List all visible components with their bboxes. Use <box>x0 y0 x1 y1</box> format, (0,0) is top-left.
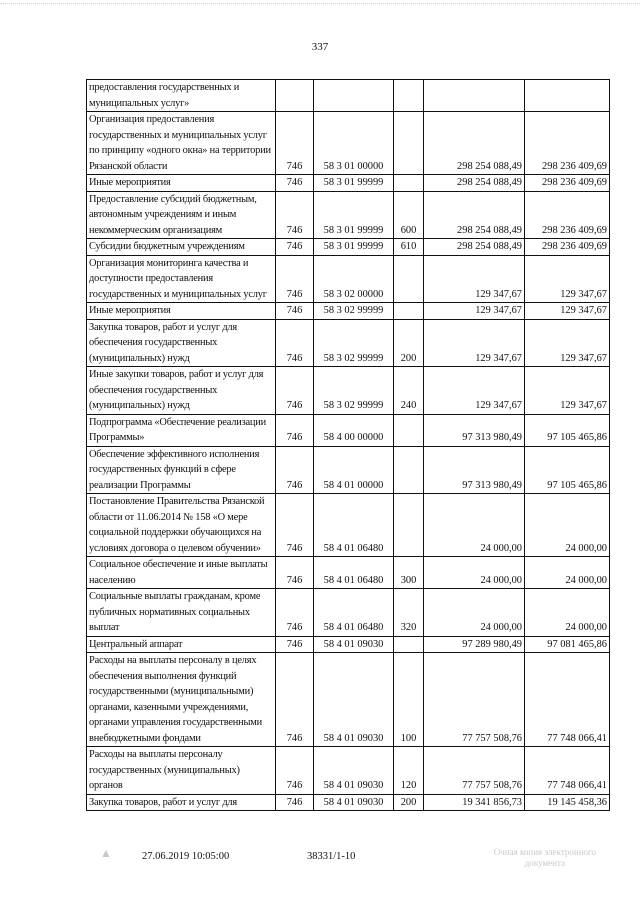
row-target-article: 58 4 01 00000 <box>314 446 394 494</box>
row-amount-second: 129 347,67 <box>525 319 610 367</box>
table-row <box>87 255 610 303</box>
row-code: 746 <box>276 414 314 446</box>
row-code: 746 <box>276 494 314 557</box>
row-target-article: 58 3 01 00000 <box>314 112 394 175</box>
row-amount-first: 298 254 088,49 <box>424 191 525 239</box>
row-code: 746 <box>276 303 314 320</box>
table-row <box>87 446 610 494</box>
row-target-article: 58 4 01 09030 <box>314 794 394 811</box>
page-number: 337 <box>311 41 329 53</box>
row-amount-first: 129 347,67 <box>424 367 525 415</box>
row-expense-type <box>394 303 424 320</box>
table-row <box>87 653 610 747</box>
budget-table-body <box>87 80 610 811</box>
row-name: Закупка товаров, работ и услуг для обеспечения государственных (муниципальных) нужд <box>87 319 276 367</box>
row-amount-first: 19 341 856,73 <box>424 794 525 811</box>
watermark <box>494 847 596 869</box>
row-name: Обеспечение эффективного исполнения государственных функций в сфере реализации Программы <box>87 446 276 494</box>
row-name: Подпрограмма «Обеспечение реализации Программы» <box>87 414 276 446</box>
row-expense-type <box>394 255 424 303</box>
row-expense-type: 610 <box>394 239 424 256</box>
table-row <box>87 367 610 415</box>
row-amount-first: 24 000,00 <box>424 557 525 589</box>
table-row <box>87 112 610 175</box>
row-amount-first: 97 313 980,49 <box>424 446 525 494</box>
row-target-article: 58 4 01 09030 <box>314 653 394 747</box>
table-row <box>87 636 610 653</box>
row-amount-first: 129 347,67 <box>424 319 525 367</box>
footer-doc-number: 38331/1-10 <box>307 851 356 862</box>
row-target-article: 58 3 02 99999 <box>314 319 394 367</box>
row-expense-type: 100 <box>394 653 424 747</box>
row-expense-type <box>394 414 424 446</box>
watermark-line-2: документа <box>524 858 565 868</box>
row-expense-type: 200 <box>394 319 424 367</box>
table-row <box>87 747 610 795</box>
row-name: Иные закупки товаров, работ и услуг для обеспечения государственных (муниципальных) нужд <box>87 367 276 415</box>
row-amount-first: 77 757 508,76 <box>424 747 525 795</box>
row-code: 746 <box>276 589 314 637</box>
table-row <box>87 494 610 557</box>
row-amount-second: 97 105 465,86 <box>525 446 610 494</box>
row-amount-first: 129 347,67 <box>424 255 525 303</box>
row-target-article: 58 3 02 00000 <box>314 255 394 303</box>
stamp-icon: ▲ <box>100 846 112 860</box>
row-code: 746 <box>276 112 314 175</box>
row-expense-type: 240 <box>394 367 424 415</box>
row-code <box>276 80 314 112</box>
row-name: Предоставление субсидий бюджетным, автономным учреждениям и иным некоммерческим организациям <box>87 191 276 239</box>
row-name: Постановление Правительства Рязанской области от 11.06.2014 № 158 «О мере социальной поддержки обучающихся на условиях договора о целевом обучении» <box>87 494 276 557</box>
row-amount-second: 77 748 066,41 <box>525 653 610 747</box>
row-expense-type: 120 <box>394 747 424 795</box>
row-target-article <box>314 80 394 112</box>
row-amount-second: 298 236 409,69 <box>525 175 610 192</box>
row-code: 746 <box>276 239 314 256</box>
row-expense-type: 200 <box>394 794 424 811</box>
row-code: 746 <box>276 636 314 653</box>
row-code: 746 <box>276 175 314 192</box>
row-name: предоставления государственных и муниципальных услуг» <box>87 80 276 112</box>
row-amount-second: 129 347,67 <box>525 303 610 320</box>
row-name: Организация мониторинга качества и доступности предоставления государственных и муниципальных услуг <box>87 255 276 303</box>
row-name: Закупка товаров, работ и услуг для <box>87 794 276 811</box>
row-expense-type: 300 <box>394 557 424 589</box>
watermark-line-1: Очная копия электронного <box>493 847 596 857</box>
row-target-article: 58 3 02 99999 <box>314 303 394 320</box>
row-amount-second: 19 145 458,36 <box>525 794 610 811</box>
row-amount-first: 24 000,00 <box>424 589 525 637</box>
row-amount-first <box>424 80 525 112</box>
budget-table <box>86 79 610 811</box>
scan-edge-line <box>0 3 640 6</box>
row-target-article: 58 4 01 09030 <box>314 747 394 795</box>
row-expense-type <box>394 112 424 175</box>
row-expense-type: 600 <box>394 191 424 239</box>
row-amount-first: 97 289 980,49 <box>424 636 525 653</box>
table-row <box>87 191 610 239</box>
row-code: 746 <box>276 557 314 589</box>
row-name: Расходы на выплаты персоналу государственных (муниципальных) органов <box>87 747 276 795</box>
row-code: 746 <box>276 653 314 747</box>
row-target-article: 58 4 01 09030 <box>314 636 394 653</box>
table-row <box>87 414 610 446</box>
row-target-article: 58 3 01 99999 <box>314 191 394 239</box>
row-name: Иные мероприятия <box>87 175 276 192</box>
table-row <box>87 557 610 589</box>
row-expense-type <box>394 446 424 494</box>
row-code: 746 <box>276 367 314 415</box>
row-name: Субсидии бюджетным учреждениям <box>87 239 276 256</box>
row-target-article: 58 4 01 06480 <box>314 494 394 557</box>
row-expense-type <box>394 80 424 112</box>
row-amount-first: 77 757 508,76 <box>424 653 525 747</box>
row-target-article: 58 3 01 99999 <box>314 239 394 256</box>
row-target-article: 58 3 01 99999 <box>314 175 394 192</box>
row-expense-type <box>394 494 424 557</box>
row-target-article: 58 3 02 99999 <box>314 367 394 415</box>
row-amount-second: 97 105 465,86 <box>525 414 610 446</box>
row-amount-first: 97 313 980,49 <box>424 414 525 446</box>
row-target-article: 58 4 01 06480 <box>314 589 394 637</box>
row-code: 746 <box>276 319 314 367</box>
row-name: Центральный аппарат <box>87 636 276 653</box>
table-row <box>87 319 610 367</box>
row-target-article: 58 4 00 00000 <box>314 414 394 446</box>
table-row <box>87 175 610 192</box>
row-code: 746 <box>276 747 314 795</box>
row-name: Иные мероприятия <box>87 303 276 320</box>
row-code: 746 <box>276 794 314 811</box>
row-code: 746 <box>276 255 314 303</box>
row-name: Социальное обеспечение и иные выплаты населению <box>87 557 276 589</box>
row-amount-first: 298 254 088,49 <box>424 175 525 192</box>
row-amount-second: 24 000,00 <box>525 494 610 557</box>
table-row <box>87 239 610 256</box>
row-expense-type <box>394 175 424 192</box>
row-amount-first: 24 000,00 <box>424 494 525 557</box>
row-amount-second: 24 000,00 <box>525 589 610 637</box>
row-code: 746 <box>276 446 314 494</box>
row-code: 746 <box>276 191 314 239</box>
row-expense-type: 320 <box>394 589 424 637</box>
row-amount-second: 24 000,00 <box>525 557 610 589</box>
row-amount-first: 129 347,67 <box>424 303 525 320</box>
row-name: Организация предоставления государственных и муниципальных услуг по принципу «одного окна» на территории Рязанской области <box>87 112 276 175</box>
row-expense-type <box>394 636 424 653</box>
row-name: Социальные выплаты гражданам, кроме публичных нормативных социальных выплат <box>87 589 276 637</box>
table-row <box>87 794 610 811</box>
row-amount-second: 298 236 409,69 <box>525 191 610 239</box>
row-amount-second: 77 748 066,41 <box>525 747 610 795</box>
footer-datetime: 27.06.2019 10:05:00 <box>142 851 230 862</box>
row-amount-first: 298 254 088,49 <box>424 112 525 175</box>
table-row <box>87 303 610 320</box>
row-target-article: 58 4 01 06480 <box>314 557 394 589</box>
row-amount-second: 129 347,67 <box>525 255 610 303</box>
row-amount-second <box>525 80 610 112</box>
table-row <box>87 80 610 112</box>
row-amount-first: 298 254 088,49 <box>424 239 525 256</box>
row-amount-second: 298 236 409,69 <box>525 112 610 175</box>
table-row <box>87 589 610 637</box>
row-name: Расходы на выплаты персоналу в целях обеспечения выполнения функций государственными (муниципальными) органами, казенными учреждениями, органами управления государственными внебюджетными фондами <box>87 653 276 747</box>
row-amount-second: 129 347,67 <box>525 367 610 415</box>
row-amount-second: 298 236 409,69 <box>525 239 610 256</box>
row-amount-second: 97 081 465,86 <box>525 636 610 653</box>
